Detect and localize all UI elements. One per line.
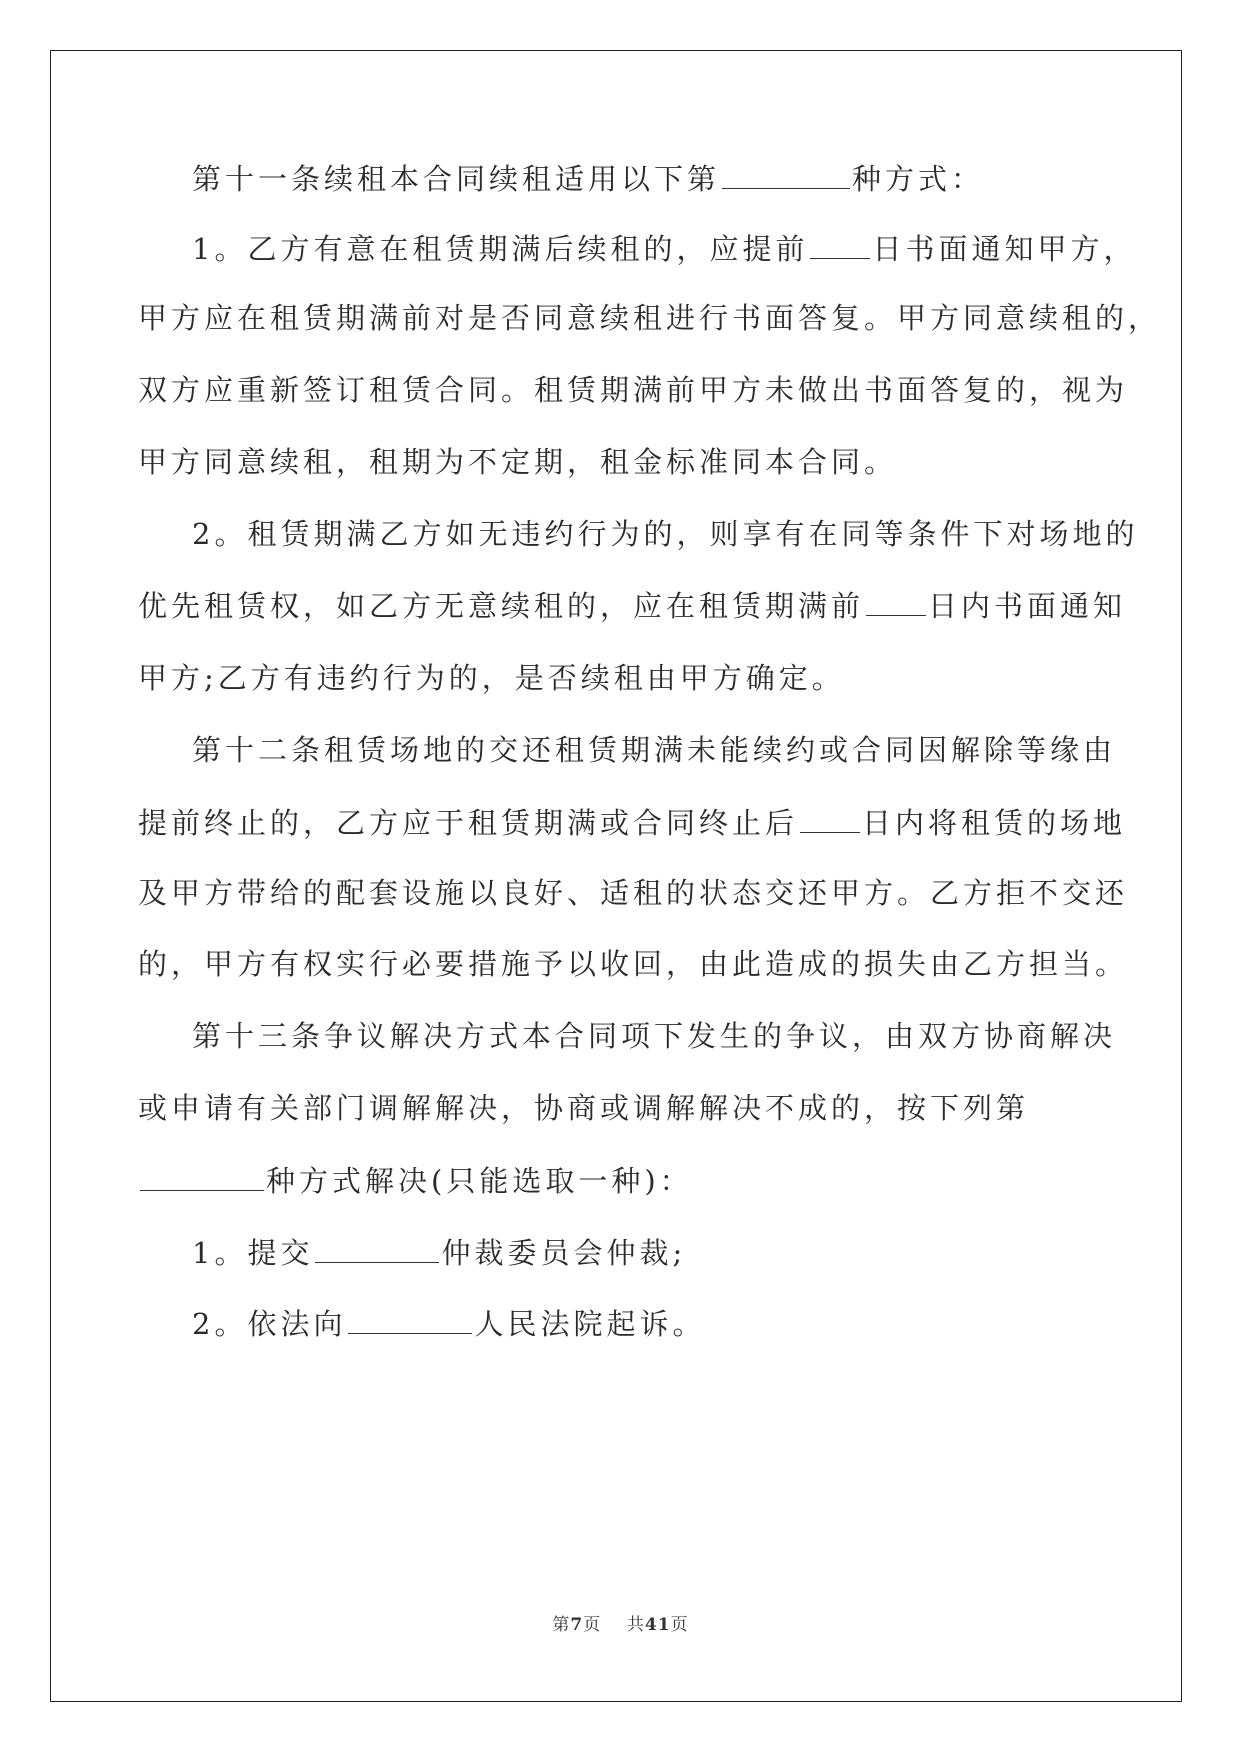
text-segment: 第十一条续租本合同续租适用以下第 <box>192 162 721 196</box>
footer-page-number: 7 <box>570 1615 584 1635</box>
text-segment: 甲方;乙方有违约行为的，是否续租由甲方确定。 <box>138 661 845 695</box>
fill-in-blank <box>722 158 850 189</box>
text-segment: 人民法院起诉。 <box>474 1307 706 1341</box>
text-segment: 日书面通知甲方， <box>872 232 1137 266</box>
fill-in-blank <box>800 802 860 833</box>
text-line <box>0 514 1241 554</box>
text-segment: 甲方同意续租，租期为不定期，租金标准同本合同。 <box>138 445 898 479</box>
text-line <box>0 442 1241 482</box>
footer-total-suffix: 页 <box>670 1615 689 1635</box>
page-footer <box>0 1610 1241 1635</box>
text-segment: 种方式解决(只能选取一种)： <box>266 1164 693 1198</box>
text-line <box>0 158 1241 199</box>
fill-in-blank <box>140 1160 264 1191</box>
text-line <box>0 1160 1241 1201</box>
text-segment: 优先租赁权，如乙方无意续租的，应在租赁期满前 <box>138 589 865 623</box>
text-line <box>0 1232 1241 1273</box>
text-line <box>0 298 1241 338</box>
text-segment: 1。乙方有意在租赁期满后续租的，应提前 <box>192 232 809 266</box>
text-line <box>0 585 1241 626</box>
text-segment: 1。提交 <box>192 1236 314 1270</box>
text-segment: 及甲方带给的配套设施以良好、适租的状态交还甲方。乙方拒不交还 <box>138 876 1129 910</box>
text-line <box>0 802 1241 843</box>
text-line <box>0 873 1241 913</box>
footer-total-prefix: 共 <box>626 1615 645 1635</box>
text-segment: 的，甲方有权实行必要措施予以收回，由此造成的损失由乙方担当。 <box>138 947 1129 981</box>
text-segment: 双方应重新签订租赁合同。租赁期满前甲方未做出书面答复的，视为 <box>138 373 1129 407</box>
text-segment: 提前终止的，乙方应于租赁期满或合同终止后 <box>138 806 799 840</box>
footer-page-prefix: 第 <box>552 1615 571 1635</box>
text-line <box>0 228 1241 269</box>
text-line <box>0 1303 1241 1344</box>
footer-total-pages: 41 <box>644 1615 671 1635</box>
text-segment: 仲裁委员会仲裁; <box>441 1236 687 1270</box>
fill-in-blank <box>315 1232 439 1263</box>
text-line <box>0 730 1241 770</box>
fill-in-blank <box>866 585 926 616</box>
text-line <box>0 1016 1241 1056</box>
text-segment: 2。依法向 <box>192 1307 347 1341</box>
text-segment: 甲方应在租赁期满前对是否同意续租进行书面答复。甲方同意续租的， <box>138 301 1162 335</box>
text-segment: 2。租赁期满乙方如无违约行为的，则享有在同等条件下对场地的 <box>192 517 1139 551</box>
footer-page-suffix: 页 <box>583 1615 602 1635</box>
text-line <box>0 944 1241 984</box>
fill-in-blank <box>348 1303 472 1334</box>
text-segment: 第十三条争议解决方式本合同项下发生的争议，由双方协商解决 <box>192 1019 1117 1053</box>
text-line <box>0 1088 1241 1128</box>
fill-in-blank <box>810 228 870 259</box>
text-segment: 第十二条租赁场地的交还租赁期满未能续约或合同因解除等缘由 <box>192 733 1117 767</box>
text-segment: 种方式： <box>852 162 985 196</box>
text-segment: 日内书面通知 <box>928 589 1127 623</box>
text-segment: 日内将租赁的场地 <box>862 806 1127 840</box>
text-line <box>0 658 1241 698</box>
text-segment: 或申请有关部门调解解决，协商或调解解决不成的，按下列第 <box>138 1091 1030 1125</box>
text-line <box>0 370 1241 410</box>
